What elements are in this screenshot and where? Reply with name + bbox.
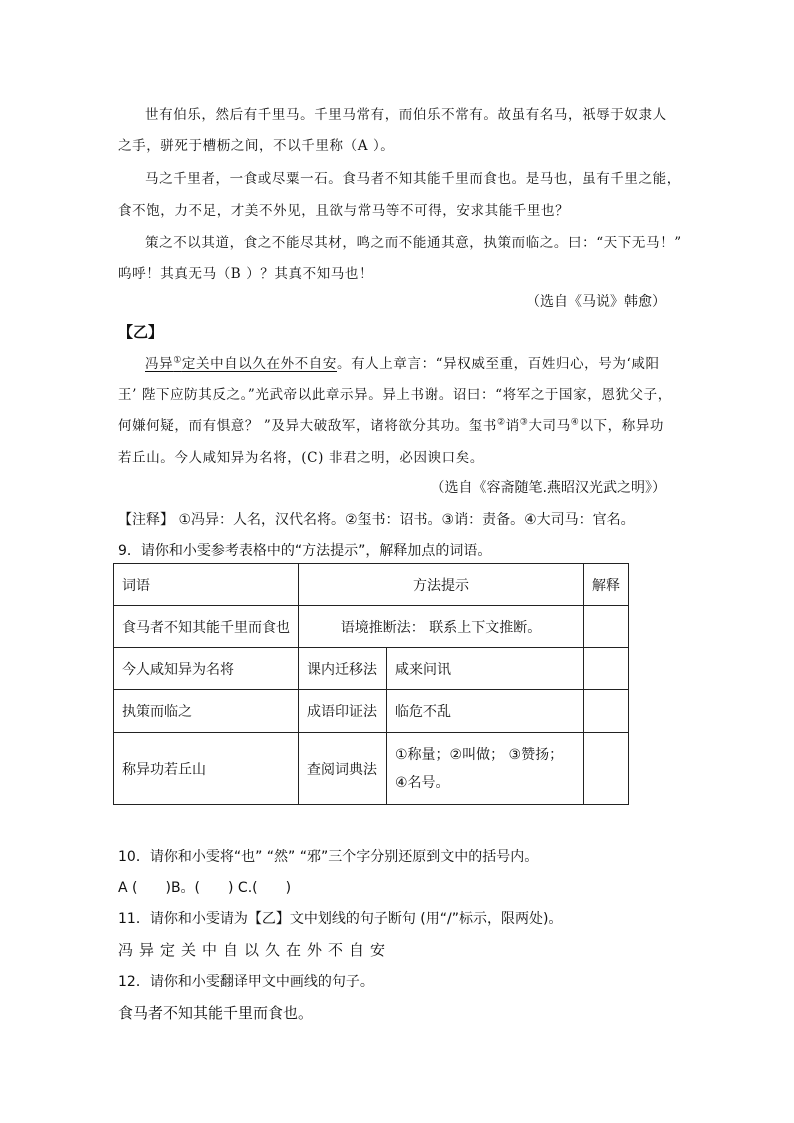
row-hint (387, 733, 584, 805)
answer-cell[interactable] (584, 606, 629, 648)
yi-line1 (145, 352, 660, 372)
yi-underlined-sentence (145, 356, 337, 372)
row-hint: 临危不乱 (387, 690, 584, 733)
jia-p2-line2: 食不饱，力不足，才美不外见，且欲与常马等不可得，安求其能千里也？ (118, 203, 570, 219)
q10-text: 10．请你和小雯将“也” “然” “邪”三个字分别还原到文中的括号内。 (118, 849, 539, 865)
table-row (114, 648, 629, 690)
header-method: 方法提示 (299, 564, 584, 606)
jia-p2-line1: 马之千里者，一食或尽粟一石。食马者不知其能千里而食也。是马也，虽有千里之能， (145, 171, 681, 187)
note-mark-2: ② (497, 417, 506, 428)
note-mark-1: ① (173, 355, 182, 366)
row-hint: 咸来问讯 (387, 648, 584, 690)
yi-label: 【乙】 (118, 323, 164, 341)
yi-l3-c: 大司马 (528, 418, 571, 434)
header-word: 词语 (114, 564, 299, 606)
row-hint-line1: ①称量；②叫做； ③赞扬； (395, 746, 564, 763)
yi-line2: 王’ 陛下应防其反之。”光武帝以此章示异。异上书谢。诏曰：“将军之于国家，恩犹父子， (118, 387, 672, 403)
jia-p1-line2: 之手，骈死于槽枥之间，不以千里称（A ）。 (118, 138, 395, 154)
yi-l3-a: 何嫌何疑，而有惧意？ ”及异大破敌军，诸将欲分其功。玺书 (118, 418, 497, 434)
q11-text: 11．请你和小雯请为【乙】文中划线的句子断句 (用“/”标示，限两处)。 (118, 911, 563, 927)
q11-sentence: 冯异定关中自以久在外不自安 (118, 941, 392, 959)
table-row (114, 690, 629, 733)
row-hint-line2: ④名号。 (395, 774, 450, 791)
yi-line4: 若丘山。今人咸知异为名将，(C) 非君之明，必因谀口矣。 (118, 450, 484, 466)
q12-sentence: 食马者不知其能千里而食也。 (118, 1004, 314, 1022)
yi-l3-b: 诮 (505, 418, 520, 434)
answer-cell[interactable] (584, 648, 629, 690)
jia-source: （选自《马说》韩愈） (526, 294, 666, 310)
q10-answer[interactable]: A ( )B。( ) C.( ) (118, 880, 292, 896)
yi-l3-d: 以下，称异功 (579, 418, 665, 434)
jia-p1-line1: 世有伯乐，然后有千里马。千里马常有，而伯乐不常有。故虽有名马，祇辱于奴隶人 (145, 107, 667, 123)
header-explain: 解释 (584, 564, 629, 606)
yi-l1-rest: 定关中自以久在外不自安 (181, 356, 337, 372)
answer-cell[interactable] (584, 690, 629, 733)
answer-cell[interactable] (584, 733, 629, 805)
table-row (114, 606, 629, 648)
table-header-row (114, 564, 629, 606)
row-method: 语境推断法： 联系上下文推断。 (299, 606, 584, 648)
row-word: 执策而临之 (114, 690, 299, 733)
table-row (114, 733, 629, 805)
row-method: 课内迁移法 (299, 648, 387, 690)
note-mark-3: ③ (519, 417, 529, 428)
yi-l1-tail: 。有人上章言：“异权威至重，百姓归心，号为‘咸阳 (336, 356, 660, 372)
row-word: 今人咸知异为名将 (114, 648, 299, 690)
row-method: 成语印证法 (299, 690, 387, 733)
q12-text: 12．请你和小雯翻译甲文中画线的句子。 (118, 974, 374, 990)
yi-source: （选自《容斋随笔.燕昭汉光武之明》） (430, 480, 666, 496)
jia-p3-line1: 策之不以其道，食之不能尽其材，鸣之而不能通其意，执策而临之。曰：“天下无马！” (145, 235, 682, 251)
q9-text: 9．请你和小雯参考表格中的“方法提示”，解释加点的词语。 (118, 543, 492, 559)
row-word: 食马者不知其能千里而食也 (114, 606, 299, 648)
notes: 【注释】 ①冯异：人名，汉代名将。②玺书：诏书。③诮：责备。④大司马：官名。 (118, 512, 635, 528)
jia-p3-line2: 呜呼！其真无马（B ）？其真不知马也！ (118, 266, 374, 282)
row-method: 查阅词典法 (299, 733, 387, 805)
yi-l1-name: 冯异 (145, 356, 174, 372)
yi-line3 (118, 414, 664, 434)
row-word: 称异功若丘山 (114, 733, 299, 805)
note-mark-4: ④ (570, 417, 580, 428)
method-table (113, 563, 629, 805)
